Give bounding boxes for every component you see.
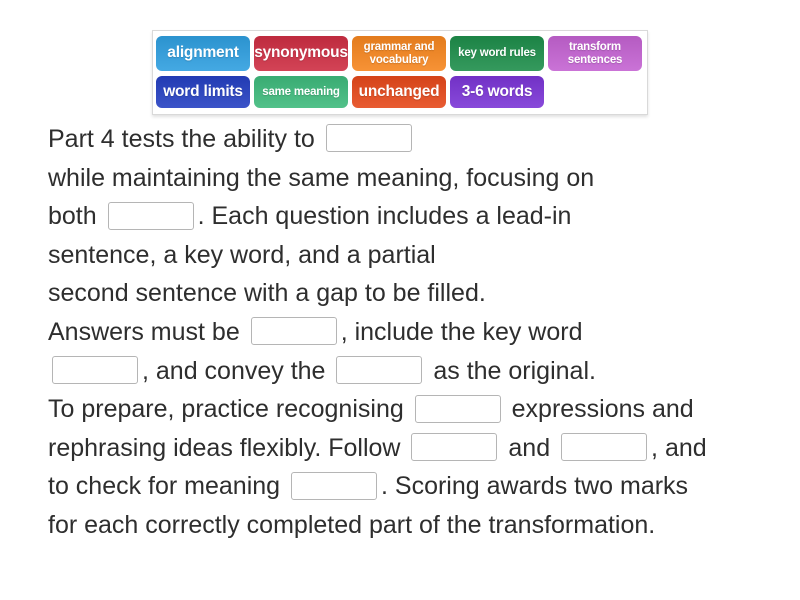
word-chip-same-meaning[interactable]: same meaning: [254, 76, 348, 108]
passage: [48, 120, 768, 545]
word-chip-unchanged[interactable]: unchanged: [352, 76, 446, 108]
passage-text: . Each question includes a lead-in: [197, 202, 572, 231]
word-chip-transform-sentences[interactable]: transform sentences: [548, 36, 642, 71]
word-bank-row-1: [156, 36, 644, 71]
word-chip-alignment[interactable]: alignment: [156, 36, 250, 71]
passage-line: [48, 120, 768, 159]
passage-line: [48, 390, 768, 429]
passage-text: as the original.: [426, 356, 596, 385]
answer-blank[interactable]: [336, 356, 422, 384]
passage-text: Part 4 tests the ability to: [48, 125, 322, 153]
passage-text: and: [501, 433, 558, 462]
word-chip-grammar-and-vocabulary[interactable]: grammar and vocabulary: [352, 36, 446, 71]
passage-text: To prepare, practice recognising: [48, 395, 411, 424]
passage-text: , and convey the: [142, 356, 333, 385]
word-chip-key-word-rules[interactable]: key word rules: [450, 36, 544, 71]
passage-text: to check for meaning: [48, 472, 288, 501]
passage-text: , and: [651, 433, 707, 462]
passage-line: [48, 429, 768, 468]
word-chip-synonymous[interactable]: synonymous: [254, 36, 348, 71]
passage-text: rephrasing ideas flexibly. Follow: [48, 433, 408, 462]
answer-blank[interactable]: [251, 317, 337, 345]
answer-blank[interactable]: [108, 202, 194, 230]
passage-text: both: [48, 202, 104, 231]
passage-text: for each correctly completed part of the transformation.: [48, 510, 656, 539]
answer-blank[interactable]: [291, 472, 377, 500]
passage-line: [48, 313, 768, 352]
passage-text: while maintaining the same meaning, focusing on: [48, 163, 595, 192]
answer-blank[interactable]: [52, 356, 138, 384]
word-chip-3-6-words[interactable]: 3-6 words: [450, 76, 544, 108]
passage-line: [48, 506, 768, 545]
passage-text: expressions and: [504, 395, 694, 424]
word-bank-row-2: [156, 76, 644, 108]
passage-line: [48, 236, 768, 275]
answer-blank[interactable]: [326, 124, 412, 152]
word-bank: [152, 30, 648, 115]
answer-blank[interactable]: [561, 433, 647, 461]
answer-blank[interactable]: [411, 433, 497, 461]
passage-text: sentence, a key word, and a partial: [48, 240, 436, 269]
passage-text: , include the key word: [340, 317, 583, 346]
passage-line: [48, 467, 768, 506]
answer-blank[interactable]: [415, 395, 501, 423]
passage-line: [48, 274, 768, 313]
passage-line: [48, 159, 768, 198]
passage-text: . Scoring awards two marks: [381, 472, 689, 501]
passage-text: Answers must be: [48, 317, 247, 346]
word-chip-word-limits[interactable]: word limits: [156, 76, 250, 108]
passage-line: [48, 352, 768, 391]
passage-line: [48, 197, 768, 236]
passage-text: second sentence with a gap to be filled.: [48, 279, 486, 308]
